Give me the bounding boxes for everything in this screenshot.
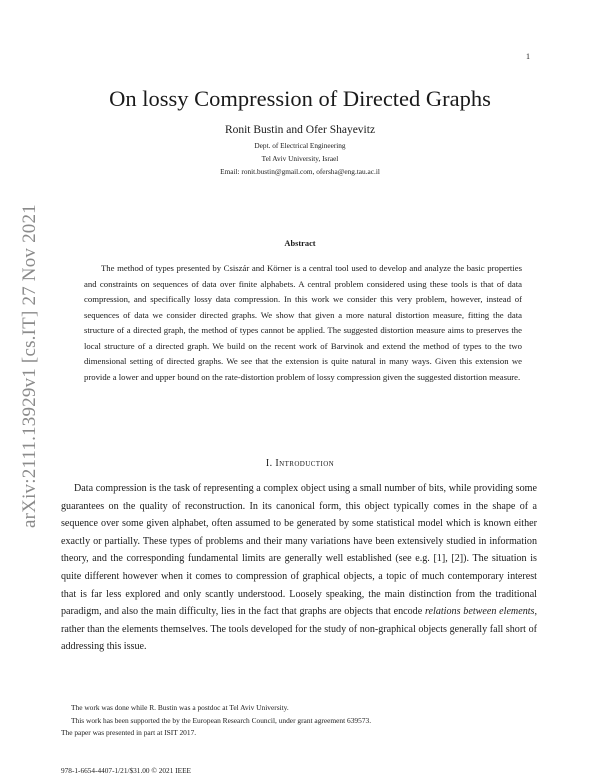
intro-text-start: Data compression is the task of representing a complex object using a small number of bits, while providing some guarantees on the quality of reconstruction. In its canonical form, this object typically comes in the shape of a sequence over some given alphabet, often assumed to be generated by some statistical model which is known either exactly or partially. These types of problems and their many variations have been extensively studied in information theory, and the corresponding fundamental limits are generally well established (see e.g. [1], [2]). The situation is quite different however when it comes to compression of graphical objects, a topic of much contemporary interest that is far less explored and only scantly understood. Loosely speaking, the main distinction from the traditional paradigm, and also the main difficulty, lies in the fact that graphs are objects that encode <box>61 483 537 618</box>
affiliation-email: Email: ronit.bustin@gmail.com, ofersha@eng.tau.ac.il <box>220 167 380 176</box>
arxiv-stamp: arXiv:2111.13929v1 [cs.IT] 27 Nov 2021 <box>19 204 40 528</box>
paper-title: On lossy Compression of Directed Graphs <box>109 86 491 111</box>
abstract-text: The method of types presented by Csiszár and Körner is a central tool used to develop and analyze the basic properties and constraints on sequences of data over finite alphabets. A central problem considered using these tools is that of data compression, and specifically lossy data compression. In this work we consider this very problem, however, instead of sequences of data we consider directed graphs. We show that given a more natural distortion measure, fitting the data structure of a directed graph, the method of types cannot be applied. The suggested distortion measure aims to preserves the local structure of a directed graph. We build on the recent work of Barvinok and extend the method of types to the two dimensional setting of directed graphs. We see that the extension is quite natural in many ways. Given this extension we provide a lower and upper bound on the rate-distortion problem of lossy compression given the suggested distortion measure. <box>84 263 522 382</box>
intro-paragraph <box>61 480 537 656</box>
page-number: 1 <box>526 52 530 61</box>
footnote-1: The work was done while R. Bustin was a postdoc at Tel Aviv University. <box>71 703 289 712</box>
section-heading <box>0 458 600 469</box>
section-title: Introduction <box>275 458 335 469</box>
abstract-heading: Abstract <box>284 239 316 248</box>
affiliation-university: Tel Aviv University, Israel <box>261 154 339 163</box>
intro-text-end: , rather than the elements themselves. The tools developed for the study of non-graphical objects generally fall short of addressing this issue. <box>61 606 538 653</box>
isbn-line: 978-1-6654-4407-1/21/$31.00 © 2021 IEEE <box>61 766 191 775</box>
footnote-3: The paper was presented in part at ISIT 2017. <box>61 728 197 737</box>
intro-italic-phrase: relations between elements <box>424 606 535 618</box>
footnote-2: This work has been supported the by the European Research Council, under grant agreement 639573. <box>71 716 372 725</box>
authors: Ronit Bustin and Ofer Shayevitz <box>224 124 376 136</box>
affiliation-dept: Dept. of Electrical Engineering <box>254 141 346 150</box>
section-number: I. <box>265 458 273 469</box>
